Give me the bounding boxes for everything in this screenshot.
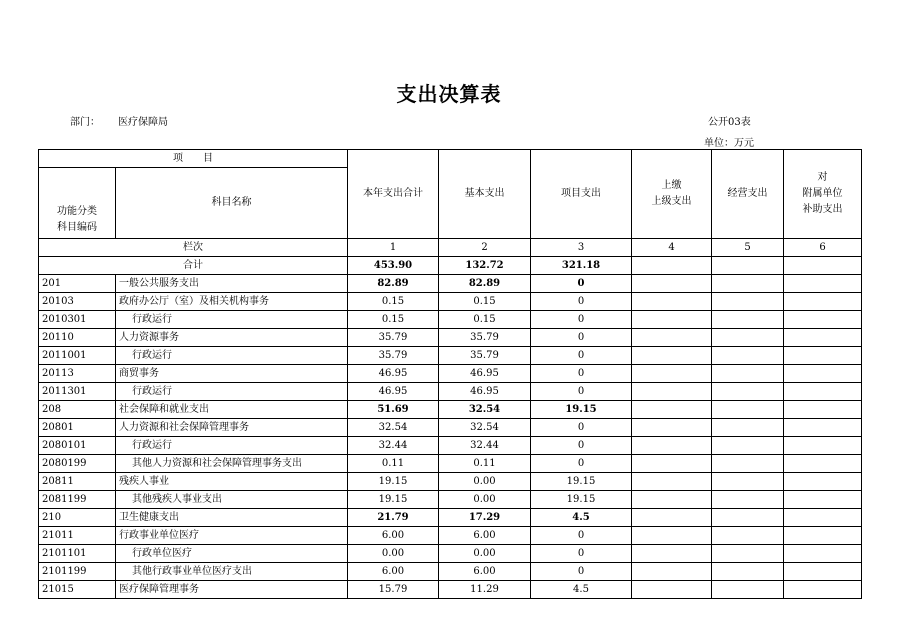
- column-number: 3: [531, 239, 632, 257]
- row-total: 15.79: [348, 581, 439, 599]
- row-subsidy: [784, 563, 862, 581]
- row-code: 2010301: [39, 311, 116, 329]
- table-row: [39, 347, 862, 365]
- row-business: [712, 329, 784, 347]
- row-total: 35.79: [348, 347, 439, 365]
- row-subsidy: [784, 347, 862, 365]
- row-code: 21011: [39, 527, 116, 545]
- row-upper: [632, 437, 712, 455]
- row-total: 6.00: [348, 563, 439, 581]
- row-code: 20811: [39, 473, 116, 491]
- row-project: 0: [531, 383, 632, 401]
- column-number: 1: [348, 239, 439, 257]
- row-subsidy: [784, 491, 862, 509]
- row-subsidy: [784, 545, 862, 563]
- row-upper: [632, 293, 712, 311]
- row-subsidy: [784, 365, 862, 383]
- row-project: 0: [531, 347, 632, 365]
- row-business: [712, 311, 784, 329]
- row-code: 210: [39, 509, 116, 527]
- table-row: [39, 383, 862, 401]
- row-business: [712, 293, 784, 311]
- column-number: 4: [632, 239, 712, 257]
- row-business: [712, 491, 784, 509]
- department-value: 医疗保障局: [118, 117, 168, 128]
- row-total: 46.95: [348, 365, 439, 383]
- row-total: 32.44: [348, 437, 439, 455]
- row-subsidy: [784, 473, 862, 491]
- table-row: [39, 311, 862, 329]
- table-row: [39, 581, 862, 599]
- row-name: 其他残疾人事业支出: [116, 491, 348, 509]
- row-code: 2101199: [39, 563, 116, 581]
- row-total: 19.15: [348, 491, 439, 509]
- row-project: 0: [531, 275, 632, 293]
- table-row: [39, 491, 862, 509]
- row-basic: 0.15: [439, 311, 531, 329]
- row-code: 2080199: [39, 455, 116, 473]
- table-row: [39, 473, 862, 491]
- row-code: 201: [39, 275, 116, 293]
- row-upper: [632, 311, 712, 329]
- row-code: 208: [39, 401, 116, 419]
- row-name: 行政事业单位医疗: [116, 527, 348, 545]
- row-upper: [632, 383, 712, 401]
- row-name: 行政运行: [116, 437, 348, 455]
- header-business: 经营支出: [712, 150, 784, 239]
- row-project: 19.15: [531, 401, 632, 419]
- row-total: 19.15: [348, 473, 439, 491]
- row-code: 21015: [39, 581, 116, 599]
- table-row: [39, 293, 862, 311]
- row-name: 其他行政事业单位医疗支出: [116, 563, 348, 581]
- row-basic: 11.29: [439, 581, 531, 599]
- row-subsidy: [784, 293, 862, 311]
- row-name: 残疾人事业: [116, 473, 348, 491]
- row-upper: [632, 491, 712, 509]
- row-basic: 46.95: [439, 383, 531, 401]
- row-total: 35.79: [348, 329, 439, 347]
- row-total: 0.11: [348, 455, 439, 473]
- row-basic: 0.11: [439, 455, 531, 473]
- row-basic: 32.54: [439, 401, 531, 419]
- column-number: 2: [439, 239, 531, 257]
- row-project: 0: [531, 545, 632, 563]
- row-project: 0: [531, 563, 632, 581]
- row-basic: 32.54: [439, 419, 531, 437]
- row-name: 卫生健康支出: [116, 509, 348, 527]
- row-basic: 35.79: [439, 329, 531, 347]
- unit-label: 单位：万元: [704, 138, 754, 149]
- row-project: 0: [531, 527, 632, 545]
- row-subsidy: [784, 509, 862, 527]
- row-project: 19.15: [531, 491, 632, 509]
- row-upper: [632, 545, 712, 563]
- row-business: [712, 455, 784, 473]
- row-name: 行政单位医疗: [116, 545, 348, 563]
- row-project: 4.5: [531, 581, 632, 599]
- row-name: 行政运行: [116, 311, 348, 329]
- department-label: 部门：: [70, 117, 100, 128]
- row-basic: 6.00: [439, 563, 531, 581]
- row-code: 2081199: [39, 491, 116, 509]
- row-subsidy: [784, 329, 862, 347]
- row-upper: [632, 473, 712, 491]
- row-upper: [632, 509, 712, 527]
- total-row-basic: 132.72: [439, 257, 531, 275]
- row-name: 医疗保障管理事务: [116, 581, 348, 599]
- row-upper: [632, 401, 712, 419]
- row-total: 46.95: [348, 383, 439, 401]
- row-total: 0.15: [348, 293, 439, 311]
- table-row: [39, 545, 862, 563]
- row-code: 2011301: [39, 383, 116, 401]
- row-name: 人力资源事务: [116, 329, 348, 347]
- row-project: 0: [531, 437, 632, 455]
- table-row: [39, 563, 862, 581]
- row-business: [712, 365, 784, 383]
- row-code: 20113: [39, 365, 116, 383]
- row-business: [712, 527, 784, 545]
- form-number: 公开03表: [708, 117, 751, 128]
- table-row: [39, 419, 862, 437]
- row-upper: [632, 563, 712, 581]
- row-business: [712, 437, 784, 455]
- row-basic: 17.29: [439, 509, 531, 527]
- row-business: [712, 419, 784, 437]
- total-row-total: 453.90: [348, 257, 439, 275]
- row-subsidy: [784, 581, 862, 599]
- row-basic: 0.00: [439, 473, 531, 491]
- header-name: 科目名称: [116, 168, 348, 239]
- column-number: 5: [712, 239, 784, 257]
- row-name: 商贸事务: [116, 365, 348, 383]
- header-basic: 基本支出: [439, 150, 531, 239]
- column-number: 6: [784, 239, 862, 257]
- row-business: [712, 563, 784, 581]
- row-upper: [632, 581, 712, 599]
- row-business: [712, 581, 784, 599]
- row-business: [712, 383, 784, 401]
- table-row: [39, 365, 862, 383]
- table-row: [39, 275, 862, 293]
- header-subsidy: 对 附属单位 补助支出: [784, 150, 862, 239]
- row-upper: [632, 347, 712, 365]
- row-name: 行政运行: [116, 347, 348, 365]
- row-project: 0: [531, 293, 632, 311]
- row-name: 社会保障和就业支出: [116, 401, 348, 419]
- row-total: 51.69: [348, 401, 439, 419]
- row-subsidy: [784, 275, 862, 293]
- row-total: 0.00: [348, 545, 439, 563]
- row-business: [712, 509, 784, 527]
- row-total: 0.15: [348, 311, 439, 329]
- row-name: 政府办公厅（室）及相关机构事务: [116, 293, 348, 311]
- row-total: 82.89: [348, 275, 439, 293]
- row-subsidy: [784, 527, 862, 545]
- row-upper: [632, 329, 712, 347]
- row-project: 0: [531, 419, 632, 437]
- header-code: 功能分类 科目编码: [39, 168, 116, 239]
- header-total: 本年支出合计: [348, 150, 439, 239]
- row-basic: 46.95: [439, 365, 531, 383]
- row-project: 19.15: [531, 473, 632, 491]
- table-row: [39, 437, 862, 455]
- row-code: 20110: [39, 329, 116, 347]
- table-row: [39, 455, 862, 473]
- row-name: 一般公共服务支出: [116, 275, 348, 293]
- row-code: 20103: [39, 293, 116, 311]
- row-business: [712, 545, 784, 563]
- row-business: [712, 275, 784, 293]
- row-upper: [632, 275, 712, 293]
- row-project: 0: [531, 455, 632, 473]
- row-basic: 82.89: [439, 275, 531, 293]
- row-upper: [632, 419, 712, 437]
- column-number-label: 栏次: [39, 239, 348, 257]
- table-row: [39, 401, 862, 419]
- row-subsidy: [784, 419, 862, 437]
- table-row: [39, 509, 862, 527]
- row-code: 2080101: [39, 437, 116, 455]
- page-title: 支出决算表: [396, 82, 502, 106]
- row-name: 其他人力资源和社会保障管理事务支出: [116, 455, 348, 473]
- row-total: 32.54: [348, 419, 439, 437]
- row-basic: 0.15: [439, 293, 531, 311]
- row-subsidy: [784, 311, 862, 329]
- row-upper: [632, 455, 712, 473]
- row-code: 20801: [39, 419, 116, 437]
- row-business: [712, 401, 784, 419]
- row-subsidy: [784, 383, 862, 401]
- row-basic: 0.00: [439, 491, 531, 509]
- row-basic: 6.00: [439, 527, 531, 545]
- row-basic: 32.44: [439, 437, 531, 455]
- row-name: 人力资源和社会保障管理事务: [116, 419, 348, 437]
- row-basic: 0.00: [439, 545, 531, 563]
- row-basic: 35.79: [439, 347, 531, 365]
- total-row-project: 321.18: [531, 257, 632, 275]
- expenditure-table: [38, 149, 862, 599]
- row-upper: [632, 365, 712, 383]
- total-row-business: [712, 257, 784, 275]
- table-row: [39, 527, 862, 545]
- row-business: [712, 473, 784, 491]
- header-upper: 上缴 上级支出: [632, 150, 712, 239]
- row-total: 6.00: [348, 527, 439, 545]
- row-name: 行政运行: [116, 383, 348, 401]
- row-total: 21.79: [348, 509, 439, 527]
- row-subsidy: [784, 455, 862, 473]
- row-project: 0: [531, 329, 632, 347]
- row-subsidy: [784, 401, 862, 419]
- row-project: 0: [531, 311, 632, 329]
- total-row-label: 合计: [39, 257, 348, 275]
- table-row: [39, 329, 862, 347]
- row-code: 2011001: [39, 347, 116, 365]
- total-row-upper: [632, 257, 712, 275]
- row-business: [712, 347, 784, 365]
- row-subsidy: [784, 437, 862, 455]
- row-code: 2101101: [39, 545, 116, 563]
- row-upper: [632, 527, 712, 545]
- header-item: 项 目: [39, 150, 348, 168]
- row-project: 0: [531, 365, 632, 383]
- header-project: 项目支出: [531, 150, 632, 239]
- total-row-subsidy: [784, 257, 862, 275]
- row-project: 4.5: [531, 509, 632, 527]
